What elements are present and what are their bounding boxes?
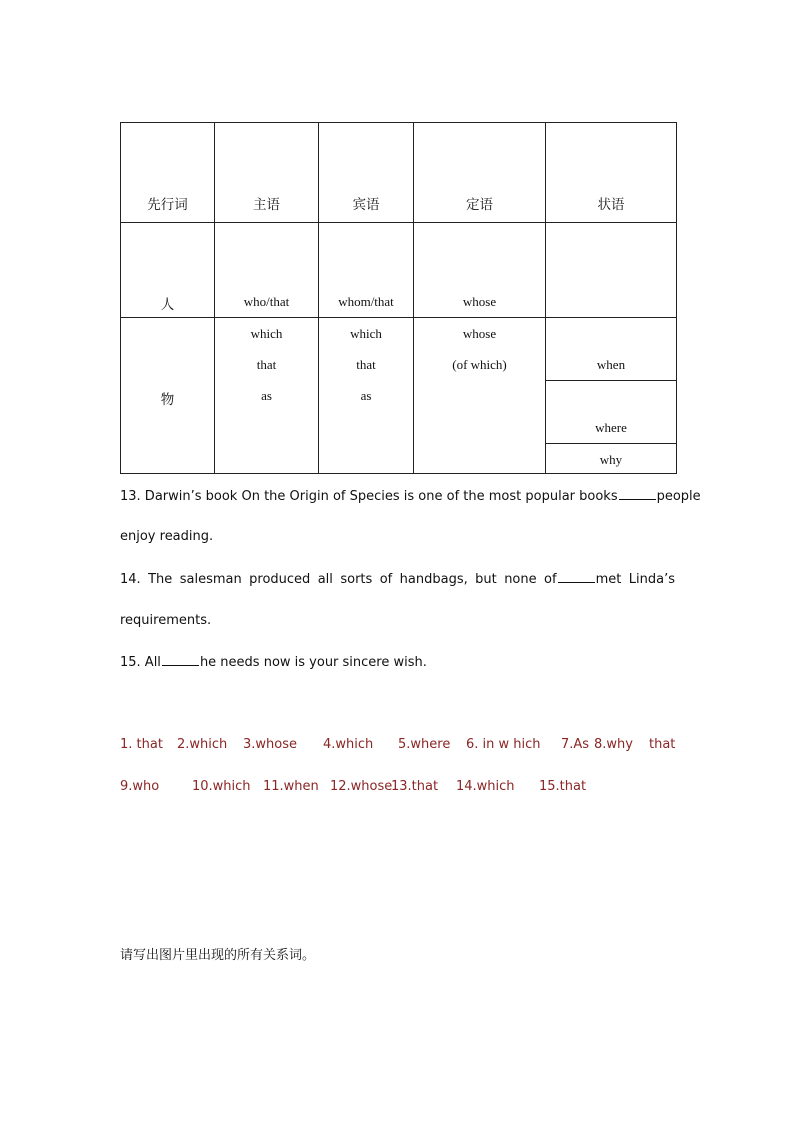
header-adverbial: 状语 (597, 197, 625, 213)
answer-2: 2.which (177, 737, 228, 752)
q15-blank[interactable] (162, 654, 199, 666)
person-attributive-value: whose (462, 294, 497, 309)
header-cell-attributive (414, 123, 546, 223)
question-13 (120, 488, 701, 505)
thing-subject-which: which (250, 326, 283, 341)
row-person-adverbial (546, 223, 677, 318)
relative-pronoun-table (120, 122, 677, 474)
answer-14: 14.which (456, 779, 515, 794)
row-thing-object (319, 318, 414, 474)
thing-object-which: which (350, 326, 382, 341)
header-cell-subject (215, 123, 319, 223)
person-subject-value: who/that (243, 294, 290, 309)
answer-15: 15.that (539, 779, 587, 794)
row-thing-adverbial-where (546, 381, 677, 444)
instruction-prompt: 请写出图片里出现的所有关系词。 (120, 948, 316, 963)
adverbial-when: when (596, 357, 626, 372)
q13-text-before: 13. Darwin’s book On the Origin of Species is one of the most popular books (120, 489, 618, 504)
row-thing-subject (215, 318, 319, 474)
q15-text-before: 15. All (120, 655, 161, 670)
adverbial-why: why (599, 452, 623, 467)
answer-6: 6. in w hich (466, 737, 541, 752)
q13-blank[interactable] (619, 488, 656, 500)
adverbial-where: where (595, 420, 627, 435)
thing-object-that: that (356, 357, 376, 372)
answer-12: 12.whose (330, 779, 393, 794)
answer-7: 7.As (561, 737, 590, 752)
thing-object-as: as (360, 388, 372, 403)
question-13-continued: enjoy reading. (120, 529, 214, 544)
thing-attributive-of-which: (of which) (452, 357, 507, 372)
q15-text-after: he needs now is your sincere wish. (199, 655, 427, 670)
answer-13: 13.that (391, 779, 439, 794)
thing-subject-as: as (261, 388, 272, 403)
q13-text-after: people (656, 489, 701, 504)
answer-9: 9.who (120, 779, 160, 794)
answer-1: 1. that (120, 737, 163, 752)
question-14 (120, 571, 675, 588)
header-cell-object (319, 123, 414, 223)
q14-text-before: 14. The salesman produced all sorts of handbags, but none of (120, 572, 557, 587)
header-subject: 主语 (253, 197, 280, 213)
row-thing-antecedent (121, 318, 215, 474)
q14-blank[interactable] (558, 571, 595, 583)
row-thing-adverbial-when (546, 318, 677, 381)
question-15 (120, 654, 675, 671)
row-thing-attributive (414, 318, 546, 474)
row-person-attributive (414, 223, 546, 318)
row-person-subject (215, 223, 319, 318)
answer-4: 4.which (323, 737, 374, 752)
antecedent-thing: 物 (160, 392, 175, 408)
person-object-value: whom/that (338, 294, 394, 309)
answer-5: 5.where (398, 737, 451, 752)
thing-subject-that: that (256, 357, 277, 372)
question-14-continued: requirements. (120, 613, 212, 628)
header-cell-antecedent (121, 123, 215, 223)
thing-attributive-whose: whose (462, 326, 497, 341)
answer-8: 8.why (594, 737, 633, 752)
answer-8-alt: that (649, 737, 676, 752)
answer-11: 11.when (263, 779, 319, 794)
header-antecedent: 先行词 (147, 197, 188, 213)
row-thing-adverbial-why (546, 444, 677, 474)
antecedent-person: 人 (160, 297, 175, 313)
header-attributive: 定语 (466, 197, 493, 213)
row-person-object (319, 223, 414, 318)
header-cell-adverbial (546, 123, 677, 223)
answer-10: 10.which (192, 779, 251, 794)
q14-text-after: met Linda’s (595, 572, 676, 587)
answer-3: 3.whose (243, 737, 297, 752)
row-person-antecedent (121, 223, 215, 318)
header-object: 宾语 (352, 197, 380, 213)
